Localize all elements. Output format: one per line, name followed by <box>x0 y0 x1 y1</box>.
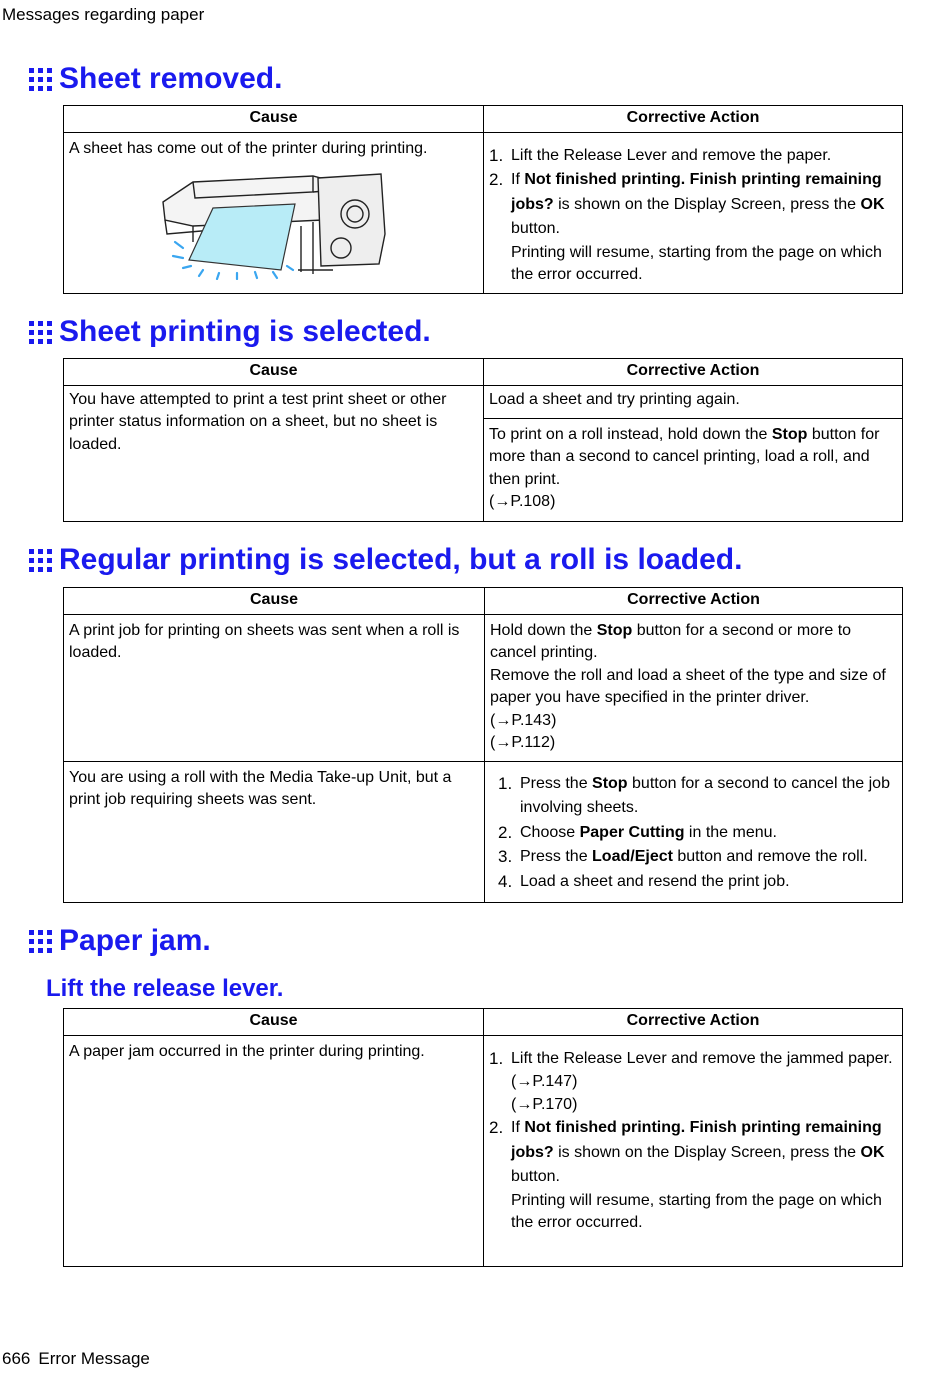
section-heading-paper-jam <box>28 923 211 959</box>
action-text: Remove the roll and load a sheet of the type and size of paper you have specified in the printer driver. <box>490 666 886 706</box>
action-cell <box>485 761 903 902</box>
message-text: Not finished printing. Finish printing remaining jobs? <box>511 171 882 213</box>
step-number: 3. <box>498 847 513 866</box>
grid-bullet-icon <box>28 67 54 93</box>
sheet-removed-table <box>63 105 903 294</box>
section-heading-sheet-printing <box>28 314 431 350</box>
page-reference: (→P.108) <box>489 493 556 510</box>
table-row <box>64 761 903 902</box>
step-item <box>498 772 897 821</box>
step-text: Load a sheet and resend the print job. <box>520 872 790 890</box>
table-row <box>64 614 903 761</box>
action-cell <box>484 418 903 521</box>
grid-bullet-icon <box>28 929 54 955</box>
action-text-pre: Hold down the <box>490 621 597 639</box>
step-text-post: button. <box>511 220 560 237</box>
action-header: Corrective Action <box>484 106 903 133</box>
step-text-mid: is shown on the Display Screen, press the <box>553 195 861 213</box>
step-number: 2. <box>498 822 513 842</box>
cause-cell <box>64 132 484 293</box>
action-cell <box>484 385 903 418</box>
step-item <box>489 1116 897 1235</box>
cause-header: Cause <box>64 1009 484 1036</box>
cause-text: A print job for printing on sheets was sent when a roll is loaded. <box>69 621 460 661</box>
printer-illustration <box>153 162 403 280</box>
table-header-row <box>64 1009 903 1036</box>
stop-button-label: Stop <box>592 774 628 792</box>
step-text-post: in the menu. <box>684 823 777 841</box>
section-title: Regular printing is selected, but a roll is loaded. <box>59 543 743 576</box>
regular-printing-table <box>63 587 903 903</box>
step-text-post: button for a second to cancel the job involving sheets. <box>520 774 890 816</box>
step-item <box>498 845 897 870</box>
action-text-pre: To print on a roll instead, hold down the <box>489 425 772 443</box>
step-text: Lift the Release Lever and remove the jammed paper. <box>511 1049 893 1067</box>
table-header-row <box>64 359 903 386</box>
page-header: Messages regarding paper <box>2 5 205 24</box>
ok-button-label: OK <box>860 195 885 213</box>
step-number: 2. <box>489 1118 504 1137</box>
step-text-pre: Press the <box>520 848 593 865</box>
load-eject-button-label: Load/Eject <box>592 848 673 865</box>
action-text-post: button for more than a second to cancel printing, load a roll, and then print. <box>489 425 880 488</box>
step-note: Printing will resume, starting from the page on which the error occurred. <box>511 243 882 283</box>
section-title: Paper jam. <box>59 924 211 957</box>
table-row <box>64 132 903 293</box>
cause-cell <box>64 385 484 521</box>
cause-header: Cause <box>64 588 485 615</box>
step-text-post: button. <box>511 1168 560 1185</box>
action-header: Corrective Action <box>484 1009 903 1036</box>
action-header: Corrective Action <box>484 359 903 386</box>
ok-button-label: OK <box>860 1143 885 1161</box>
action-text-post: button for a second or more to cancel printing. <box>490 621 852 661</box>
step-text-pre: If <box>511 1119 525 1136</box>
step-text-pre: Press the <box>520 774 593 792</box>
step-text: Lift the Release Lever and remove the paper. <box>511 146 832 164</box>
stop-button-label: Stop <box>596 621 633 639</box>
cause-header: Cause <box>64 359 484 386</box>
action-steps <box>489 1047 897 1235</box>
grid-bullet-icon <box>28 548 54 574</box>
cause-cell <box>64 761 485 902</box>
step-item <box>498 821 897 846</box>
sheet-printing-table <box>63 358 903 522</box>
section-subheading: Lift the release lever. <box>46 975 284 1002</box>
page-footer <box>2 1349 150 1369</box>
cause-cell <box>64 614 485 761</box>
cause-header: Cause <box>64 106 484 133</box>
step-note: Printing will resume, starting from the page on which the error occurred. <box>511 1191 882 1231</box>
step-text-post: button and remove the roll. <box>672 848 868 865</box>
table-row <box>64 385 903 418</box>
action-header: Corrective Action <box>485 588 903 615</box>
action-cell <box>484 1035 903 1266</box>
table-header-row <box>64 588 903 615</box>
footer-section: Error Message <box>38 1349 150 1368</box>
table-row <box>64 1035 903 1266</box>
menu-item-label: Paper Cutting <box>579 823 685 841</box>
action-text: Load a sheet and try printing again. <box>489 390 740 408</box>
step-item <box>489 144 897 169</box>
action-cell <box>484 132 903 293</box>
paper-jam-table <box>63 1008 903 1267</box>
step-text-pre: Choose <box>520 823 580 841</box>
page-reference: (→P.143) <box>490 711 557 729</box>
action-steps <box>490 772 897 895</box>
cause-text: You have attempted to print a test print sheet or other printer status information on a sheet, but no sheet is loaded. <box>69 390 447 453</box>
cause-text: You are using a roll with the Media Take-up Unit, but a print job requiring sheets was sent. <box>69 768 452 808</box>
action-cell <box>485 614 903 761</box>
step-item <box>489 1047 897 1117</box>
page-number: 666 <box>2 1349 31 1368</box>
page-reference: (→P.147) <box>511 1073 578 1090</box>
cause-text: A sheet has come out of the printer during printing. <box>69 139 428 157</box>
step-item <box>489 168 897 287</box>
cause-cell <box>64 1035 484 1266</box>
section-heading-regular-printing <box>28 542 742 578</box>
step-number: 1. <box>489 1048 504 1068</box>
table-header-row <box>64 106 903 133</box>
section-title: Sheet removed. <box>59 62 283 95</box>
stop-button-label: Stop <box>771 425 808 443</box>
step-number: 2. <box>489 170 504 189</box>
section-title: Sheet printing is selected. <box>59 315 431 348</box>
step-item <box>498 870 897 895</box>
section-heading-sheet-removed <box>28 61 282 97</box>
action-steps <box>489 144 897 287</box>
step-text-mid: is shown on the Display Screen, press the <box>553 1143 861 1161</box>
step-number: 4. <box>498 871 513 891</box>
step-text-pre: If <box>511 171 525 188</box>
page-reference: (→P.170) <box>511 1095 578 1113</box>
message-text: Not finished printing. Finish printing remaining jobs? <box>511 1119 882 1161</box>
step-number: 1. <box>498 773 513 793</box>
step-number: 1. <box>489 145 504 165</box>
cause-text: A paper jam occurred in the printer during printing. <box>69 1042 425 1060</box>
grid-bullet-icon <box>28 320 54 346</box>
page-reference: (→P.112) <box>490 734 556 751</box>
